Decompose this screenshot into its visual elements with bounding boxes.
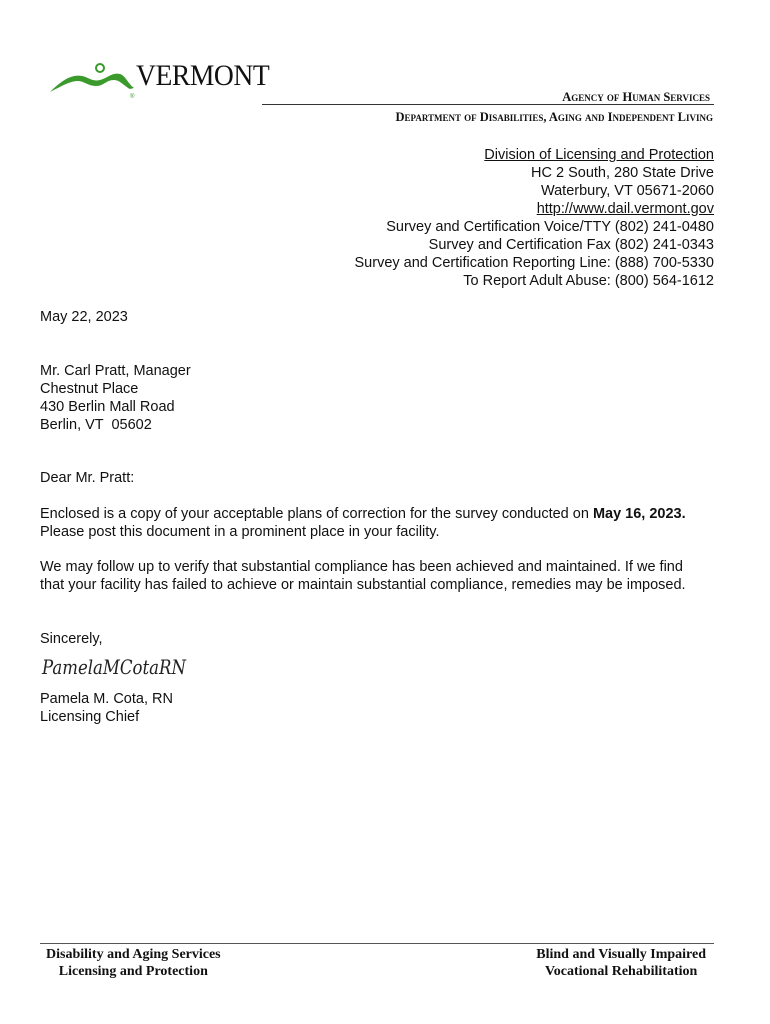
- footer-divider: [40, 943, 714, 944]
- footer-left-line-1: Disability and Aging Services: [46, 947, 221, 962]
- signer-title: Licensing Chief: [40, 709, 140, 725]
- website-link[interactable]: http://www.dail.vermont.gov: [536, 201, 714, 217]
- fax-line: Survey and Certification Fax (802) 241-0343: [428, 237, 714, 253]
- letter-date: May 22, 2023: [40, 309, 128, 325]
- svg-text:®: ®: [130, 94, 135, 100]
- footer-right: [536, 946, 706, 980]
- address-line-2: Waterbury, VT 05671-2060: [540, 183, 714, 199]
- mountain-swoosh-icon: [50, 74, 134, 92]
- recipient-name: Mr. Carl Pratt, Manager: [40, 363, 191, 379]
- adult-abuse-line: To Report Adult Abuse: (800) 564-1612: [463, 273, 714, 289]
- recipient-block: [40, 362, 191, 434]
- reporting-line: Survey and Certification Reporting Line: (888) 700-5330: [354, 255, 714, 271]
- recipient-facility: Chestnut Place: [40, 381, 139, 397]
- footer-left-line-2: Licensing and Protection: [58, 964, 208, 979]
- department-name: Department of Disabilities, Aging and Independent Living: [395, 110, 713, 124]
- salutation: Dear Mr. Pratt:: [40, 470, 135, 486]
- footer-right-line-2: Vocational Rehabilitation: [544, 964, 698, 979]
- closing: Sincerely,: [40, 631, 103, 647]
- survey-date: May 16, 2023.: [592, 506, 686, 522]
- agency-name: Agency of Human Services: [562, 90, 710, 104]
- recipient-street: 430 Berlin Mall Road: [40, 399, 175, 415]
- signer-name: Pamela M. Cota, RN: [40, 691, 173, 707]
- recipient-city: Berlin, VT 05602: [40, 417, 152, 433]
- letterhead-divider: [262, 104, 714, 105]
- signer-block: [40, 690, 173, 726]
- address-line-1: HC 2 South, 280 State Drive: [531, 165, 714, 181]
- paragraph-1-text: Enclosed is a copy of your acceptable plans of correction for the survey conducted on: [40, 506, 593, 522]
- paragraph-1: [40, 505, 730, 541]
- footer-right-line-1: Blind and Visually Impaired: [536, 947, 706, 962]
- paragraph-1-post: Please post this document in a prominent place in your facility.: [40, 524, 440, 540]
- division-name: Division of Licensing and Protection: [484, 147, 714, 163]
- voice-tty-line: Survey and Certification Voice/TTY (802) 241-0480: [386, 219, 714, 235]
- logo-wordmark: VERMONT: [136, 59, 270, 92]
- paragraph-2: We may follow up to verify that substantial compliance has been achieved and maintained. If we find that your facility has failed to achieve or maintain substantial compliance, remedies may be imposed.: [40, 559, 686, 593]
- handwritten-signature: [40, 650, 190, 684]
- footer-left: [46, 946, 221, 980]
- svg-text:PamelaMCotaRN: PamelaMCotaRN: [41, 655, 188, 679]
- contact-block: [355, 146, 715, 290]
